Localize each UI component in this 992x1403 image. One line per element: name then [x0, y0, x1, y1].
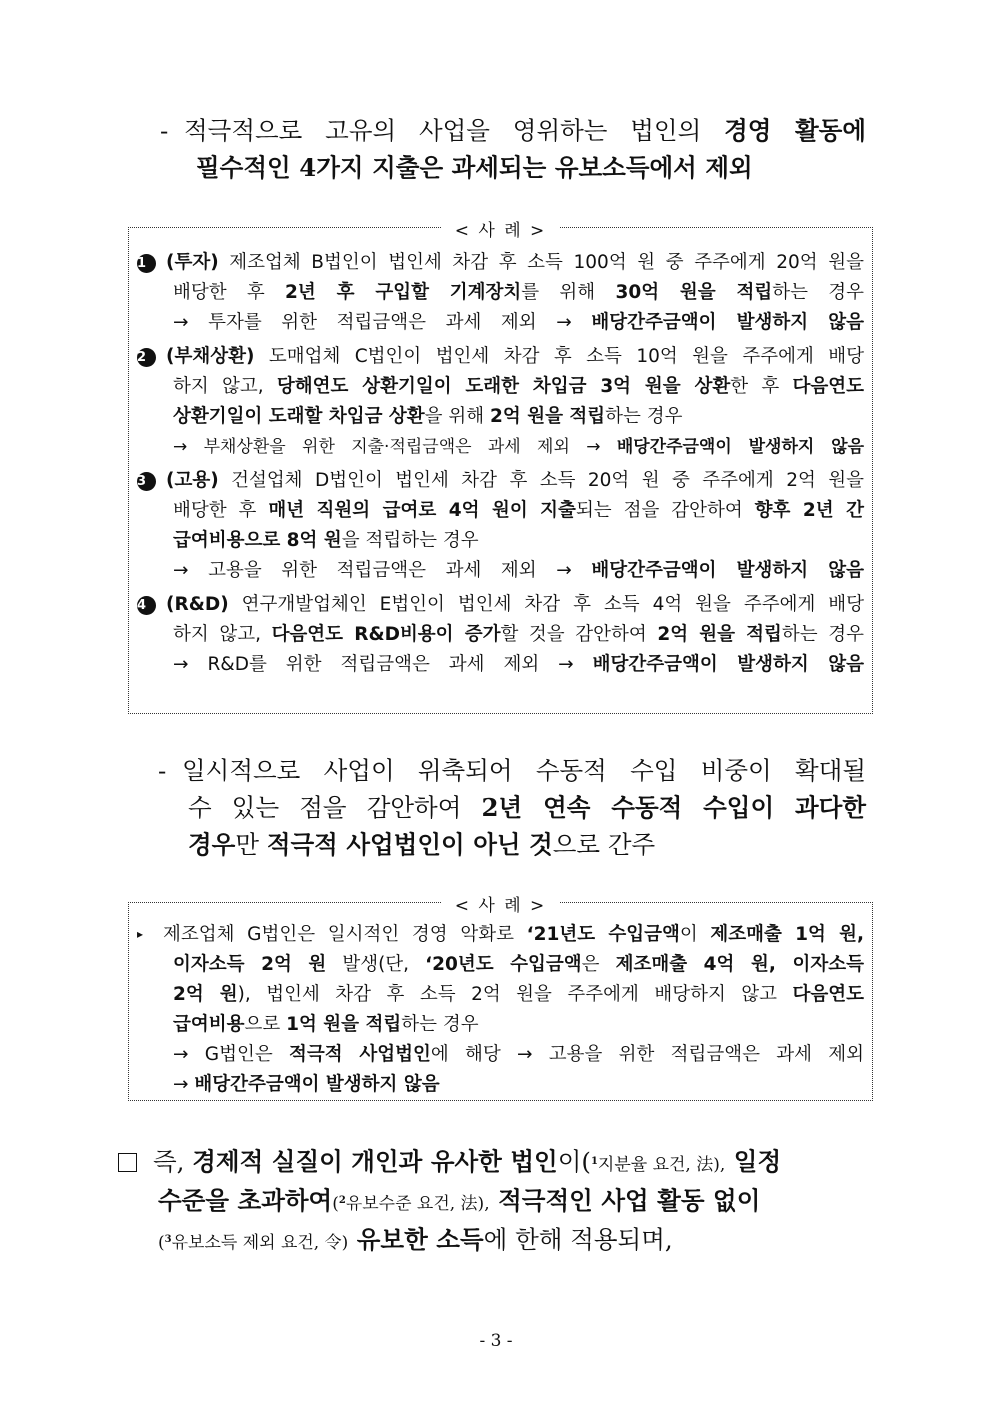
case-item-rnd: 4 (R&D) 연구개발업체인 E법인이 법인세 차감 후 소득 4억 원을 주주에게 배당 하지 않고, 다음연도 R&D비용이 증가할 것을 감안하여 2억 원을 적립하는 경우 → R&D를 위한 적립금액은 과세 제외 → 배당간주금액이 발생하지 않음: [137, 594, 864, 675]
number-badge-1: 1: [137, 254, 156, 273]
case-box-title: < 사 례 >: [129, 216, 872, 241]
superscript-marker-2: 2: [338, 1195, 346, 1206]
lead-bullet-2: [158, 752, 866, 863]
bullet-dash: -: [160, 116, 169, 145]
number-badge-4: 4: [137, 596, 156, 615]
superscript-marker-1: 1: [590, 1156, 598, 1167]
lead2-line2: 수 있는 점을 감안하여 2년 연속 수동적 수입이 과다한: [188, 793, 867, 822]
case-item-employment: 3 (고용) 건설업체 D법인이 법인세 차감 후 소득 20억 원 중 주주에게 2억 원을 배당한 후 매년 직원의 급여로 4억 원이 지출되는 점을 감안하여 향후 2년 간 급여비용으로 8억 원을 적립하는 경우 → 고용을 위한 적립금액은 과세 제외 → 배당간주금액이 발생하지 않음: [137, 470, 864, 581]
checkbox-square-icon: [118, 1153, 137, 1172]
superscript-marker-3: 3: [164, 1234, 172, 1245]
triangle-bullet-icon: ▸: [137, 927, 144, 941]
bullet-dash: -: [158, 756, 167, 785]
lead-bullet-1: [160, 112, 866, 186]
case-item-investment: 1 (투자) 제조업체 B법인이 법인세 차감 후 소득 100억 원 중 주주에게 20억 원을 배당한 후 2년 후 구입할 기계장치를 위해 30억 원을 적립하는 경우 → 투자를 위한 적립금액은 과세 제외 → 배당간주금액이 발생하지 않음: [137, 252, 864, 333]
case-box-1: [128, 221, 873, 714]
number-badge-3: 3: [137, 472, 156, 491]
page-number: - 3 -: [479, 1331, 513, 1351]
lead2-line3: 경우만 적극적 사업법인이 아닌 것으로 간주: [188, 830, 656, 859]
case-box-2: < 사 례 > ▸ 제조업체 G법인은 일시적인 경영 악화로 ‘21년도 수입금액이 제조매출 1억 원, 이자소득 2억 원 발생(단, ‘20년도 수입금액은 제조매출 4억 원, 이자소득 2억 원), 법인세 차감 후 소득 2억 원을 주주에게 배당하지 않고 다음연도 급여비용으로 1억 원을 적립하는 경우 → G법인은 적극적 사업법인에 해당 → 고용을 위한 적립금액은 과세 제외 → 배당간주금액이 발생하지 않음: [128, 902, 873, 1101]
lead1-line2: 필수적인 4가지 지출은 과세되는 유보소득에서 제외: [196, 153, 753, 182]
lead2-line1: 일시적으로 사업이 위축되어 수동적 수입 비중이 확대될: [182, 756, 866, 785]
number-badge-2: 2: [137, 348, 156, 367]
case-box-title: < 사 례 >: [129, 891, 872, 916]
lead1-line1: 적극적으로 고유의 사업을 영위하는 법인의 경영 활동에: [184, 116, 866, 145]
case-item-debt-repayment: 2 (부채상환) 도매업체 C법인이 법인세 차감 후 소득 10억 원을 주주에게 배당 하지 않고, 당해연도 상환기일이 도래한 차입금 3억 원을 상환한 후 다음연도 상환기일이 도래할 차입금 상환을 위해 2억 원을 적립하는 경우 → 부채상환을 위한 지출·적립금액은 과세 제외 → 배당간주금액이 발생하지 않음: [137, 346, 864, 457]
conclusion-paragraph: 즉, 경제적 실질이 개인과 유사한 법인이($^1$지분율 요건, 法), 일정 수준을 초과하여($^2$유보수준 요건, 法), 적극적인 사업 활동 없이 ($^3$유보소득 제외 요건, 令) 유보한 소득에 한해 적용되며,: [118, 1144, 873, 1261]
